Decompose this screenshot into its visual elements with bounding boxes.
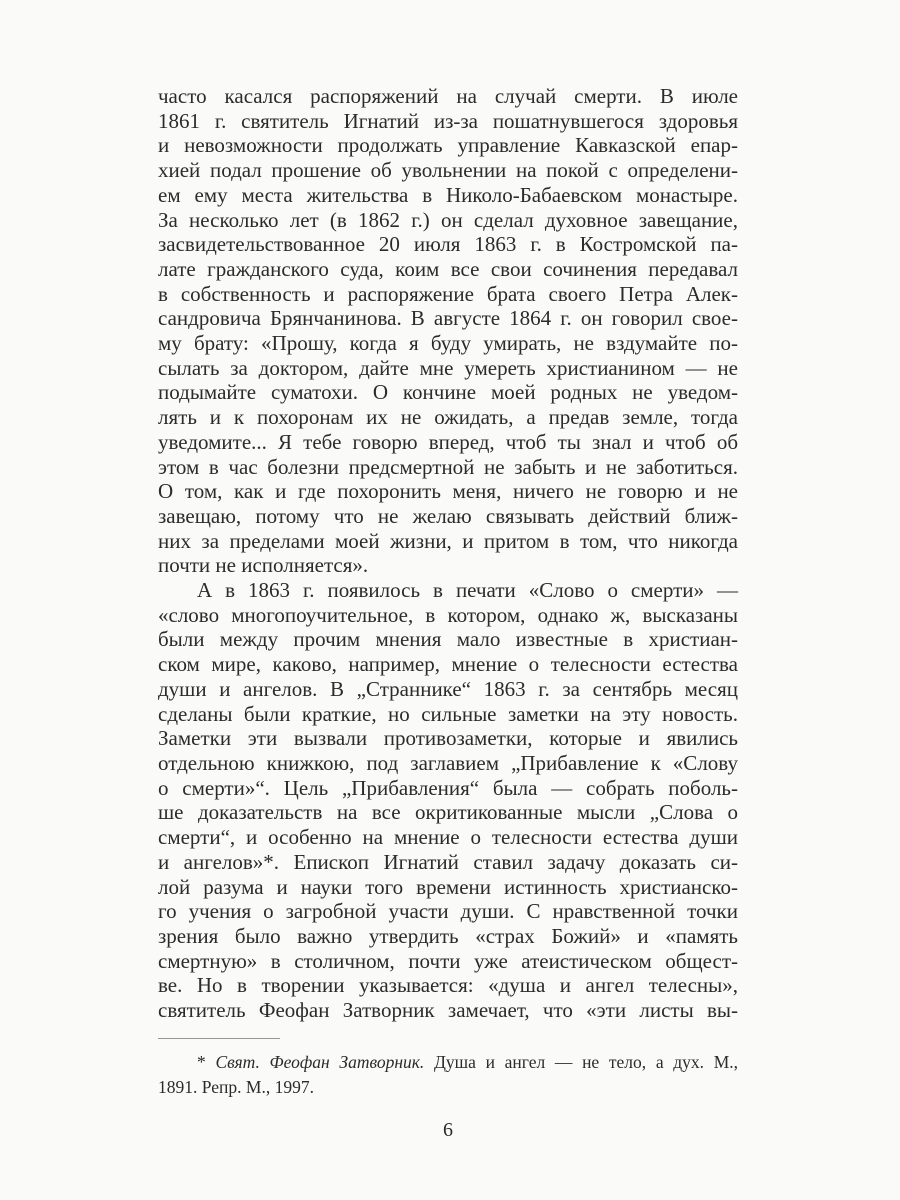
text-line: о смерти»“. Цель „Прибавления“ была — собрать поболь- [158,775,738,800]
text-line: зрения было важно утвердить «страх Божий» и «память [158,923,738,948]
text-line: подымайте суматохи. О кончине моей родных не уведом- [158,380,738,405]
text-line: в собственность и распоряжение брата своего Петра Алек- [158,281,738,306]
page-body-text [158,84,738,1023]
text-line: святитель Феофан Затворник замечает, что «эти листы вы- [158,998,738,1023]
footnote-divider [158,1038,280,1039]
text-line: лять и к похоронам их не ожидать, а предав земле, тогда [158,405,738,430]
text-line: Заметки эти вызвали противозаметки, которые и явились [158,726,738,751]
paragraph-2 [158,578,738,1023]
text-line: этом в час болезни предсмертной не забыть и не заботиться. [158,454,738,479]
text-line: му брату: «Прошу, когда я буду умирать, не вздумайте по- [158,331,738,356]
text-line: ве. Но в творении указывается: «душа и ангел телесны», [158,973,738,998]
text-line: завещаю, потому что не желаю связывать действий ближ- [158,503,738,528]
text-line: засвидетельствованное 20 июля 1863 г. в Костромской па- [158,232,738,257]
text-line: А в 1863 г. появилось в печати «Слово о смерти» — [197,578,738,603]
paragraph-1 [158,84,738,578]
text-line: О том, как и где похоронить меня, ничего не говорю и не [158,479,738,504]
text-line: сандровича Брянчанинова. В августе 1864 г. он говорил свое- [158,306,738,331]
footnote-line-2: 1891. Репр. М., 1997. [158,1076,314,1097]
text-line: ше доказательств на все окритикованные мысли „Слова о [158,800,738,825]
text-line: часто касался распоряжений на случай смерти. В июле [158,84,738,108]
text-line: 1861 г. святитель Игнатий из-за пошатнувшегося здоровья [158,108,738,133]
text-line: За несколько лет (в 1862 г.) он сделал духовное завещание, [158,207,738,232]
text-line: смертную» в столичном, почти уже атеистическом общест- [158,948,738,973]
text-line: души и ангелов. В „Страннике“ 1863 г. за сентябрь месяц [158,676,738,701]
text-line: ем ему места жительства в Николо-Бабаевском монастыре. [158,182,738,207]
footnote-marker: * [197,1052,206,1072]
text-line: сылать за доктором, дайте мне умереть христианином — не [158,355,738,380]
footnote-source: Свят. Феофан Затворник. [215,1052,425,1072]
text-line: хией подал прошение об увольнении на покой с определени- [158,158,738,183]
text-line: отдельною книжкою, под заглавием „Прибавление к «Слову [158,750,738,775]
text-line: и ангелов»*. Епископ Игнатий ставил задачу доказать си- [158,849,738,874]
text-line: смерти“, и особенно на мнение о телесности естества души [158,825,738,850]
page-number: 6 [443,1119,453,1141]
text-line: сделаны были краткие, но сильные заметки на эту новость. [158,701,738,726]
text-line: были между прочим мнения мало известные в христиан- [158,627,738,652]
text-line: и невозможности продолжать управление Кавказской епар- [158,133,738,158]
text-line: них за пределами моей жизни, и притом в том, что никогда [158,528,738,553]
footnote [158,1050,738,1099]
text-line: ском мире, каково, например, мнение о телесности естества [158,652,738,677]
text-line: «слово многопоучительное, в котором, однако ж, высказаны [158,602,738,627]
footnote-line-1 [158,1050,738,1075]
text-line: го учения о загробной участи души. С нравственной точки [158,899,738,924]
footnote-text: Душа и ангел — не тело, а дух. М., [434,1052,739,1072]
text-line: почти не исполняется». [158,553,369,578]
text-line: лой разума и науки того времени истинность христианско- [158,874,738,899]
text-line: уведомите... Я тебе говорю вперед, чтоб ты знал и чтоб об [158,429,738,454]
text-line: лате гражданского суда, коим все свои сочинения передавал [158,256,738,281]
